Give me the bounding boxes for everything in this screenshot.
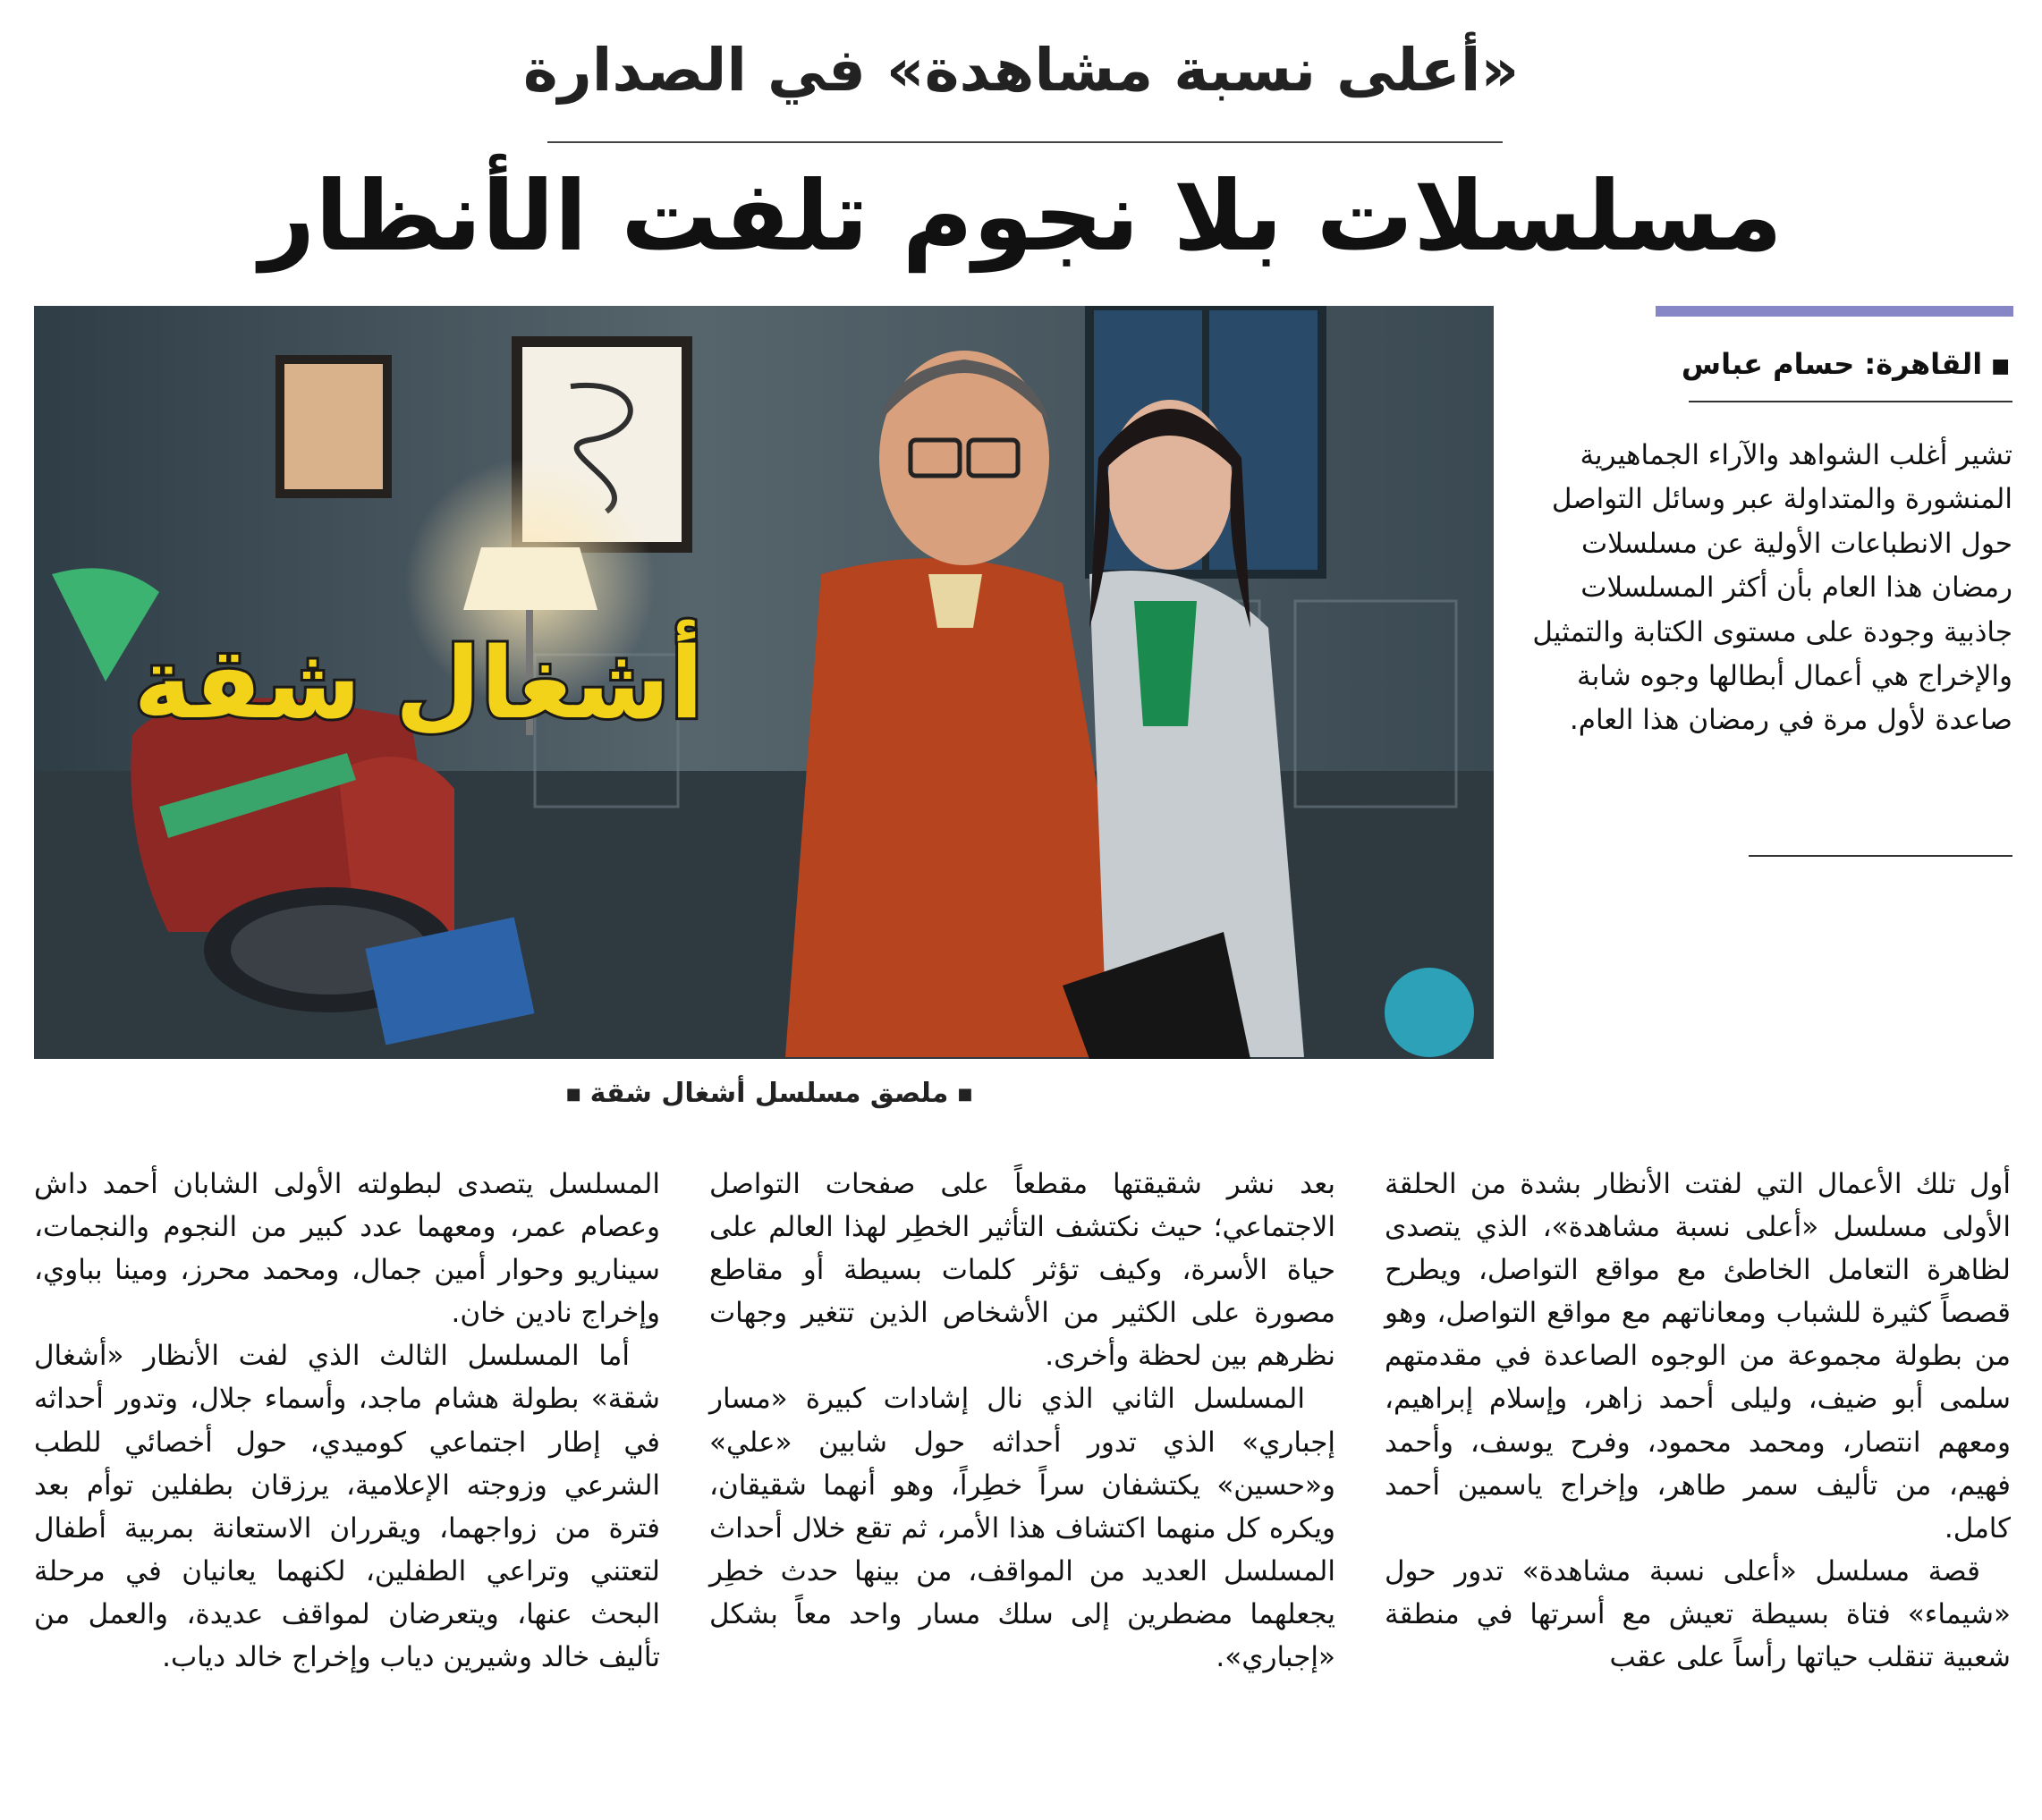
article-kicker: «أعلى نسبة مشاهدة» في الصدارة bbox=[522, 36, 1520, 105]
paragraph: أول تلك الأعمال التي لفتت الأنظار بشدة من الحلقة الأولى مسلسل «أعلى نسبة مشاهدة»، الذي يتصدى لظاهرة التعامل الخاطئ مع مواقع التواصل، ويطرح قصصاً كثيرة للشباب ومعاناتهم مع مواقع التواصل، وهو من بطولة مجموعة من الوجوه الصاعدة في مقدمتهم سلمى أبو ضيف، وليلى أحمد زاهر، وإسلام إبراهيم، ومعهم انتصار، ومحمد محمود، وفرح يوسف، وأحمد فهيم، من تأليف سمر طاهر، وإخراج ياسمين أحمد كامل. bbox=[1385, 1168, 2011, 1545]
byline-divider bbox=[1689, 401, 2012, 402]
byline-text: القاهرة: حسام عباس bbox=[1681, 347, 1983, 381]
caption-marker: ■ bbox=[957, 1085, 973, 1104]
byline bbox=[1656, 347, 2010, 381]
body-column-2 bbox=[709, 1163, 1335, 1679]
poster-title: أشغال شقة bbox=[133, 626, 704, 741]
paragraph: أما المسلسل الثالث الذي لفت الأنظار «أشغال شقة» بطولة هشام ماجد، وأسماء جلال، وتدور أحداثه في إطار اجتماعي كوميدي، حول أخصائي للطب الشرعي وزوجته الإعلامية، يرزقان بطفلين توأم بعد فترة من زواجهما، ويقرران الاستعانة بمربية أطفال لتعتني وتراعي الطفلين، لكنهما يعانيان في مرحلة البحث عنها، ويتعرضان لمواقف عديدة، والعمل من تأليف خالد وشيرين دياب وإخراج خالد دياب. bbox=[34, 1340, 660, 1674]
intro-divider bbox=[1749, 855, 2012, 857]
accent-bar bbox=[1656, 306, 2013, 317]
body-column-3 bbox=[34, 1163, 660, 1679]
poster-image bbox=[34, 306, 1494, 1059]
article-headline: مسلسلات بلا نجوم تلفت الأنظار bbox=[259, 161, 1783, 273]
kicker-divider bbox=[547, 141, 1503, 143]
image-caption bbox=[555, 1078, 984, 1109]
body-column-1 bbox=[1385, 1163, 2011, 1679]
paragraph: بعد نشر شقيقتها مقطعاً على صفحات التواصل الاجتماعي؛ حيث نكتشف التأثير الخطِر لهذا العالم على حياة الأسرة، وكيف تؤثر كلمات بسيطة أو مقاطع مصورة على الكثير من الأشخاص الذين تتغير وجهات نظرهم بين لحظة وأخرى. bbox=[709, 1168, 1335, 1373]
paragraph: المسلسل الثاني الذي نال إشادات كبيرة «مسار إجباري» الذي تدور أحداثه حول شابين «علي» و«حسين» يكتشفان سراً خطِراً، وهو أنهما شقيقان، ويكره كل منهما اكتشاف هذا الأمر، ثم تقع خلال أحداث المسلسل العديد من المواقف، من بينها حدث خطِر يجعلهما مضطرين إلى سلك مسار واحد معاً بشكل «إجباري». bbox=[709, 1383, 1335, 1674]
paragraph: المسلسل يتصدى لبطولته الأولى الشابان أحمد داش وعصام عمر، ومعهما عدد كبير من النجوم والنجمات، سيناريو وحوار أمين جمال، ومحمد محرز، ومينا بباوي، وإخراج نادين خان. bbox=[34, 1168, 660, 1330]
byline-marker: ■ bbox=[1991, 354, 2010, 377]
article-intro: تشير أغلب الشواهد والآراء الجماهيرية المنشورة والمتداولة عبر وسائل التواصل حول الانطباعات الأولية عن مسلسلات رمضان هذا العام بأن أكثر المسلسلات جاذبية وجودة على مستوى الكتابة والتمثيل والإخراج هي أعمال أبطالها وجوه شابة صاعدة لأول مرة في رمضان هذا العام. bbox=[1532, 439, 2012, 737]
image-caption-text: ملصق مسلسل أشغال شقة bbox=[589, 1078, 949, 1109]
caption-marker: ■ bbox=[565, 1085, 581, 1104]
poster-illustration bbox=[34, 306, 1494, 1059]
paragraph: قصة مسلسل «أعلى نسبة مشاهدة» تدور حول «شيماء» فتاة بسيطة تعيش مع أسرتها في منطقة شعبية تنقلب حياتها رأساً على عقب bbox=[1385, 1554, 2011, 1674]
